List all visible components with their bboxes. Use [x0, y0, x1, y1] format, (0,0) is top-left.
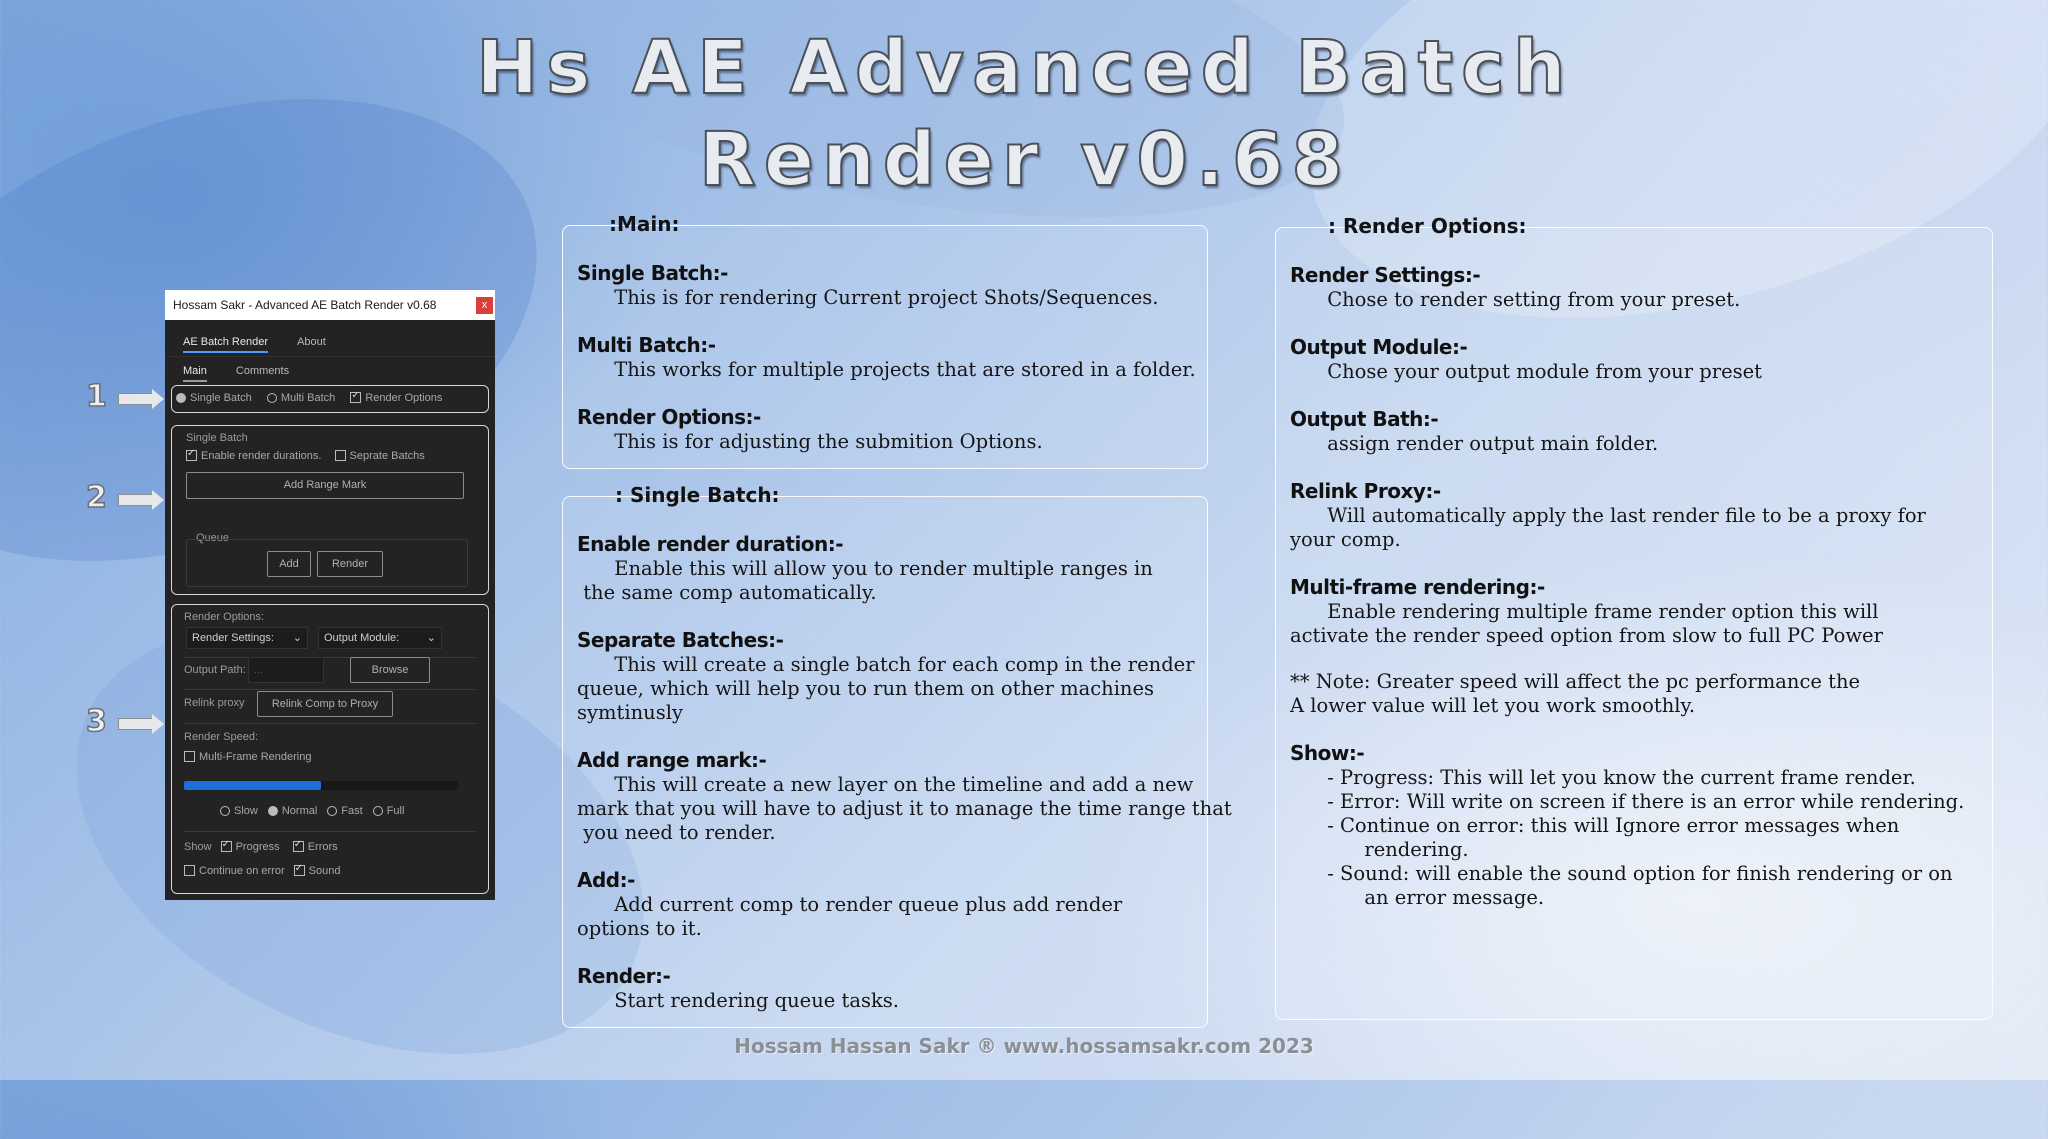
- tab-about[interactable]: About: [297, 336, 326, 348]
- help-item-heading: Output Bath:-: [1290, 407, 1439, 431]
- render-card-legend: : Render Options:: [1328, 214, 1527, 238]
- page-title: [380, 22, 1670, 206]
- sound-checkbox[interactable]: ✓ Sound: [294, 865, 341, 877]
- output-module-dropdown[interactable]: Output Module: ⌄: [318, 627, 442, 649]
- title-line-1: Hs AE Advanced Batch: [476, 25, 1574, 111]
- main-tabs: [183, 336, 352, 353]
- help-item-heading: Render:-: [577, 964, 671, 988]
- separate-batchs-checkbox[interactable]: Seprate Batchs: [335, 450, 425, 462]
- radio-icon: [327, 806, 337, 816]
- arrow-icon: [118, 393, 154, 405]
- help-item-text: This is for rendering Current project Shots/Sequences.: [577, 286, 1159, 309]
- single-batch-legend: Single Batch: [186, 432, 248, 444]
- show-list-item: - Sound: will enable the sound option for finish rendering or on an error message.: [1327, 862, 1953, 909]
- panel-title: Hossam Sakr - Advanced AE Batch Render v0.68: [173, 298, 437, 312]
- footer-credit: Hossam Hassan Sakr ® www.hossamsakr.com 2023: [734, 1034, 1314, 1058]
- arrow-icon: [118, 718, 154, 730]
- single-batch-group: [171, 425, 489, 595]
- callout-number: 3: [86, 704, 107, 739]
- checkbox-icon: [350, 392, 361, 403]
- multiframe-checkbox[interactable]: Multi-Frame Rendering: [184, 751, 311, 763]
- speed-radio-full[interactable]: Full: [373, 805, 405, 817]
- checkbox-icon: [184, 865, 195, 876]
- output-path-label: Output Path:: [184, 664, 246, 676]
- speed-radio-fast[interactable]: Fast: [327, 805, 362, 817]
- queue-legend: Queue: [196, 532, 230, 544]
- single-batch-radio[interactable]: Single Batch: [176, 392, 252, 404]
- help-item-heading: Relink Proxy:-: [1290, 479, 1441, 503]
- checkbox-icon: [294, 865, 305, 876]
- help-item-heading: Enable render duration:-: [577, 532, 844, 556]
- show-list-item: - Error: Will write on screen if there is an error while rendering.: [1290, 790, 1965, 813]
- help-item: [577, 332, 1217, 382]
- help-item-heading: Render Settings:-: [1290, 263, 1481, 287]
- main-card: [562, 212, 1208, 469]
- help-item: [1290, 478, 1990, 552]
- callout-1: [82, 379, 160, 421]
- single-batch-card: [562, 483, 1232, 1028]
- help-item-text: This will create a single batch for each comp in the render queue, which will help you to run them on other machines symtinusly: [577, 653, 1195, 724]
- chevron-down-icon: ⌄: [426, 632, 436, 644]
- errors-checkbox[interactable]: ✓ Errors: [293, 841, 338, 853]
- help-item-heading: Add:-: [577, 868, 635, 892]
- help-item: [577, 867, 1237, 941]
- help-item: [1290, 334, 1990, 384]
- help-item: [577, 627, 1237, 725]
- output-path-input[interactable]: ...: [248, 657, 324, 683]
- show-list-item: - Progress: This will let you know the current frame render.: [1290, 766, 1916, 789]
- radio-icon: [267, 393, 277, 403]
- batch-render-panel: [165, 290, 495, 900]
- title-line-2: Render v0.68: [698, 117, 1352, 203]
- checkbox-icon: [184, 751, 195, 762]
- help-item: [1290, 406, 1990, 456]
- help-item-heading: Output Module:-: [1290, 335, 1468, 359]
- show-list-item: - Continue on error: this will Ignore error messages when rendering.: [1327, 814, 1900, 861]
- help-item-text: This will create a new layer on the timeline and add a new mark that you will have to adjust it to manage the time range that you need to render.: [577, 773, 1232, 844]
- panel-titlebar: [165, 290, 495, 320]
- checkbox-icon: [186, 450, 197, 461]
- speed-slider[interactable]: [184, 781, 458, 790]
- callout-2: [82, 480, 160, 522]
- render-options-legend: Render Options:: [184, 611, 265, 623]
- callout-number: 1: [86, 379, 107, 414]
- help-item-text: Chose your output module from your preset: [1290, 360, 1762, 383]
- radio-icon: [176, 393, 186, 403]
- help-item: [577, 260, 1217, 310]
- help-item: [577, 747, 1237, 845]
- relink-comp-button[interactable]: Relink Comp to Proxy: [257, 691, 393, 717]
- help-item-text: Will automatically apply the last render file to be a proxy for your comp.: [1290, 504, 1926, 551]
- callout-number: 2: [86, 480, 107, 515]
- checkbox-icon: [335, 450, 346, 461]
- tab-ae-batch-render[interactable]: AE Batch Render: [183, 336, 268, 353]
- browse-button[interactable]: Browse: [350, 657, 430, 683]
- progress-checkbox[interactable]: ✓ Progress: [221, 841, 280, 853]
- speed-radio-normal[interactable]: Normal: [268, 805, 317, 817]
- chevron-down-icon: ⌄: [292, 632, 302, 644]
- relink-proxy-label: Relink proxy: [184, 697, 245, 709]
- help-item-text: Chose to render setting from your preset.: [1290, 288, 1741, 311]
- show-heading: Show:-: [1290, 741, 1365, 765]
- mode-group: [171, 385, 489, 413]
- help-item: [577, 531, 1237, 605]
- help-item-heading: Render Options:-: [577, 405, 761, 429]
- help-item-text: Enable rendering multiple frame render option this will activate the render speed option from slow to full PC Power: [1290, 600, 1883, 647]
- single-card-legend: : Single Batch:: [615, 483, 780, 507]
- help-item-heading: Multi Batch:-: [577, 333, 716, 357]
- help-item-text: This is for adjusting the submition Options.: [577, 430, 1043, 453]
- checkbox-icon: [221, 841, 232, 852]
- sub-tabs: [183, 365, 315, 382]
- continue-on-error-checkbox[interactable]: Continue on error: [184, 865, 285, 877]
- queue-add-button[interactable]: Add: [267, 551, 311, 577]
- help-item-text: Start rendering queue tasks.: [577, 989, 899, 1012]
- add-range-mark-button[interactable]: Add Range Mark: [186, 472, 464, 499]
- speed-radio-slow[interactable]: Slow: [220, 805, 258, 817]
- help-item-heading: Add range mark:-: [577, 748, 767, 772]
- help-item: [1290, 574, 1990, 648]
- speed-options: [220, 805, 414, 817]
- radio-icon: [373, 806, 383, 816]
- render-options-group: [171, 604, 489, 894]
- help-item: [1290, 262, 1990, 312]
- tab-comments[interactable]: Comments: [235, 365, 290, 377]
- show-label: Show: [184, 841, 212, 853]
- help-item-text: Add current comp to render queue plus add render options to it.: [577, 893, 1123, 940]
- help-item-text: Enable this will allow you to render multiple ranges in the same comp automatically.: [583, 557, 1153, 604]
- radio-icon: [268, 806, 278, 816]
- close-button[interactable]: x: [476, 297, 493, 314]
- help-item-heading: Multi-frame rendering:-: [1290, 575, 1545, 599]
- help-item-text: This works for multiple projects that are stored in a folder.: [577, 358, 1196, 381]
- tab-main[interactable]: Main: [183, 365, 207, 382]
- help-item: [577, 404, 1217, 454]
- help-item-heading: Single Batch:-: [577, 261, 728, 285]
- enable-durations-checkbox[interactable]: ✓Enable render durations.: [186, 450, 321, 462]
- render-settings-dropdown[interactable]: Render Settings: ⌄: [186, 627, 308, 649]
- arrow-icon: [118, 494, 154, 506]
- main-card-legend: :Main:: [609, 212, 680, 236]
- note-text: ** Note: Greater speed will affect the pc performance the A lower value will let you work smoothly.: [1290, 670, 1861, 717]
- multi-batch-radio[interactable]: Multi Batch: [267, 392, 335, 404]
- render-options-checkbox[interactable]: ✓ Render Options: [350, 392, 442, 404]
- help-item-text: assign render output main folder.: [1290, 432, 1659, 455]
- callout-3: [82, 704, 160, 746]
- speed-slider-fill: [184, 781, 321, 790]
- render-speed-label: Render Speed:: [184, 731, 258, 743]
- help-item-heading: Separate Batches:-: [577, 628, 784, 652]
- help-item: [577, 963, 1237, 1013]
- radio-icon: [220, 806, 230, 816]
- render-options-card: [1275, 214, 1993, 1020]
- queue-render-button[interactable]: Render: [317, 551, 383, 577]
- checkbox-icon: [293, 841, 304, 852]
